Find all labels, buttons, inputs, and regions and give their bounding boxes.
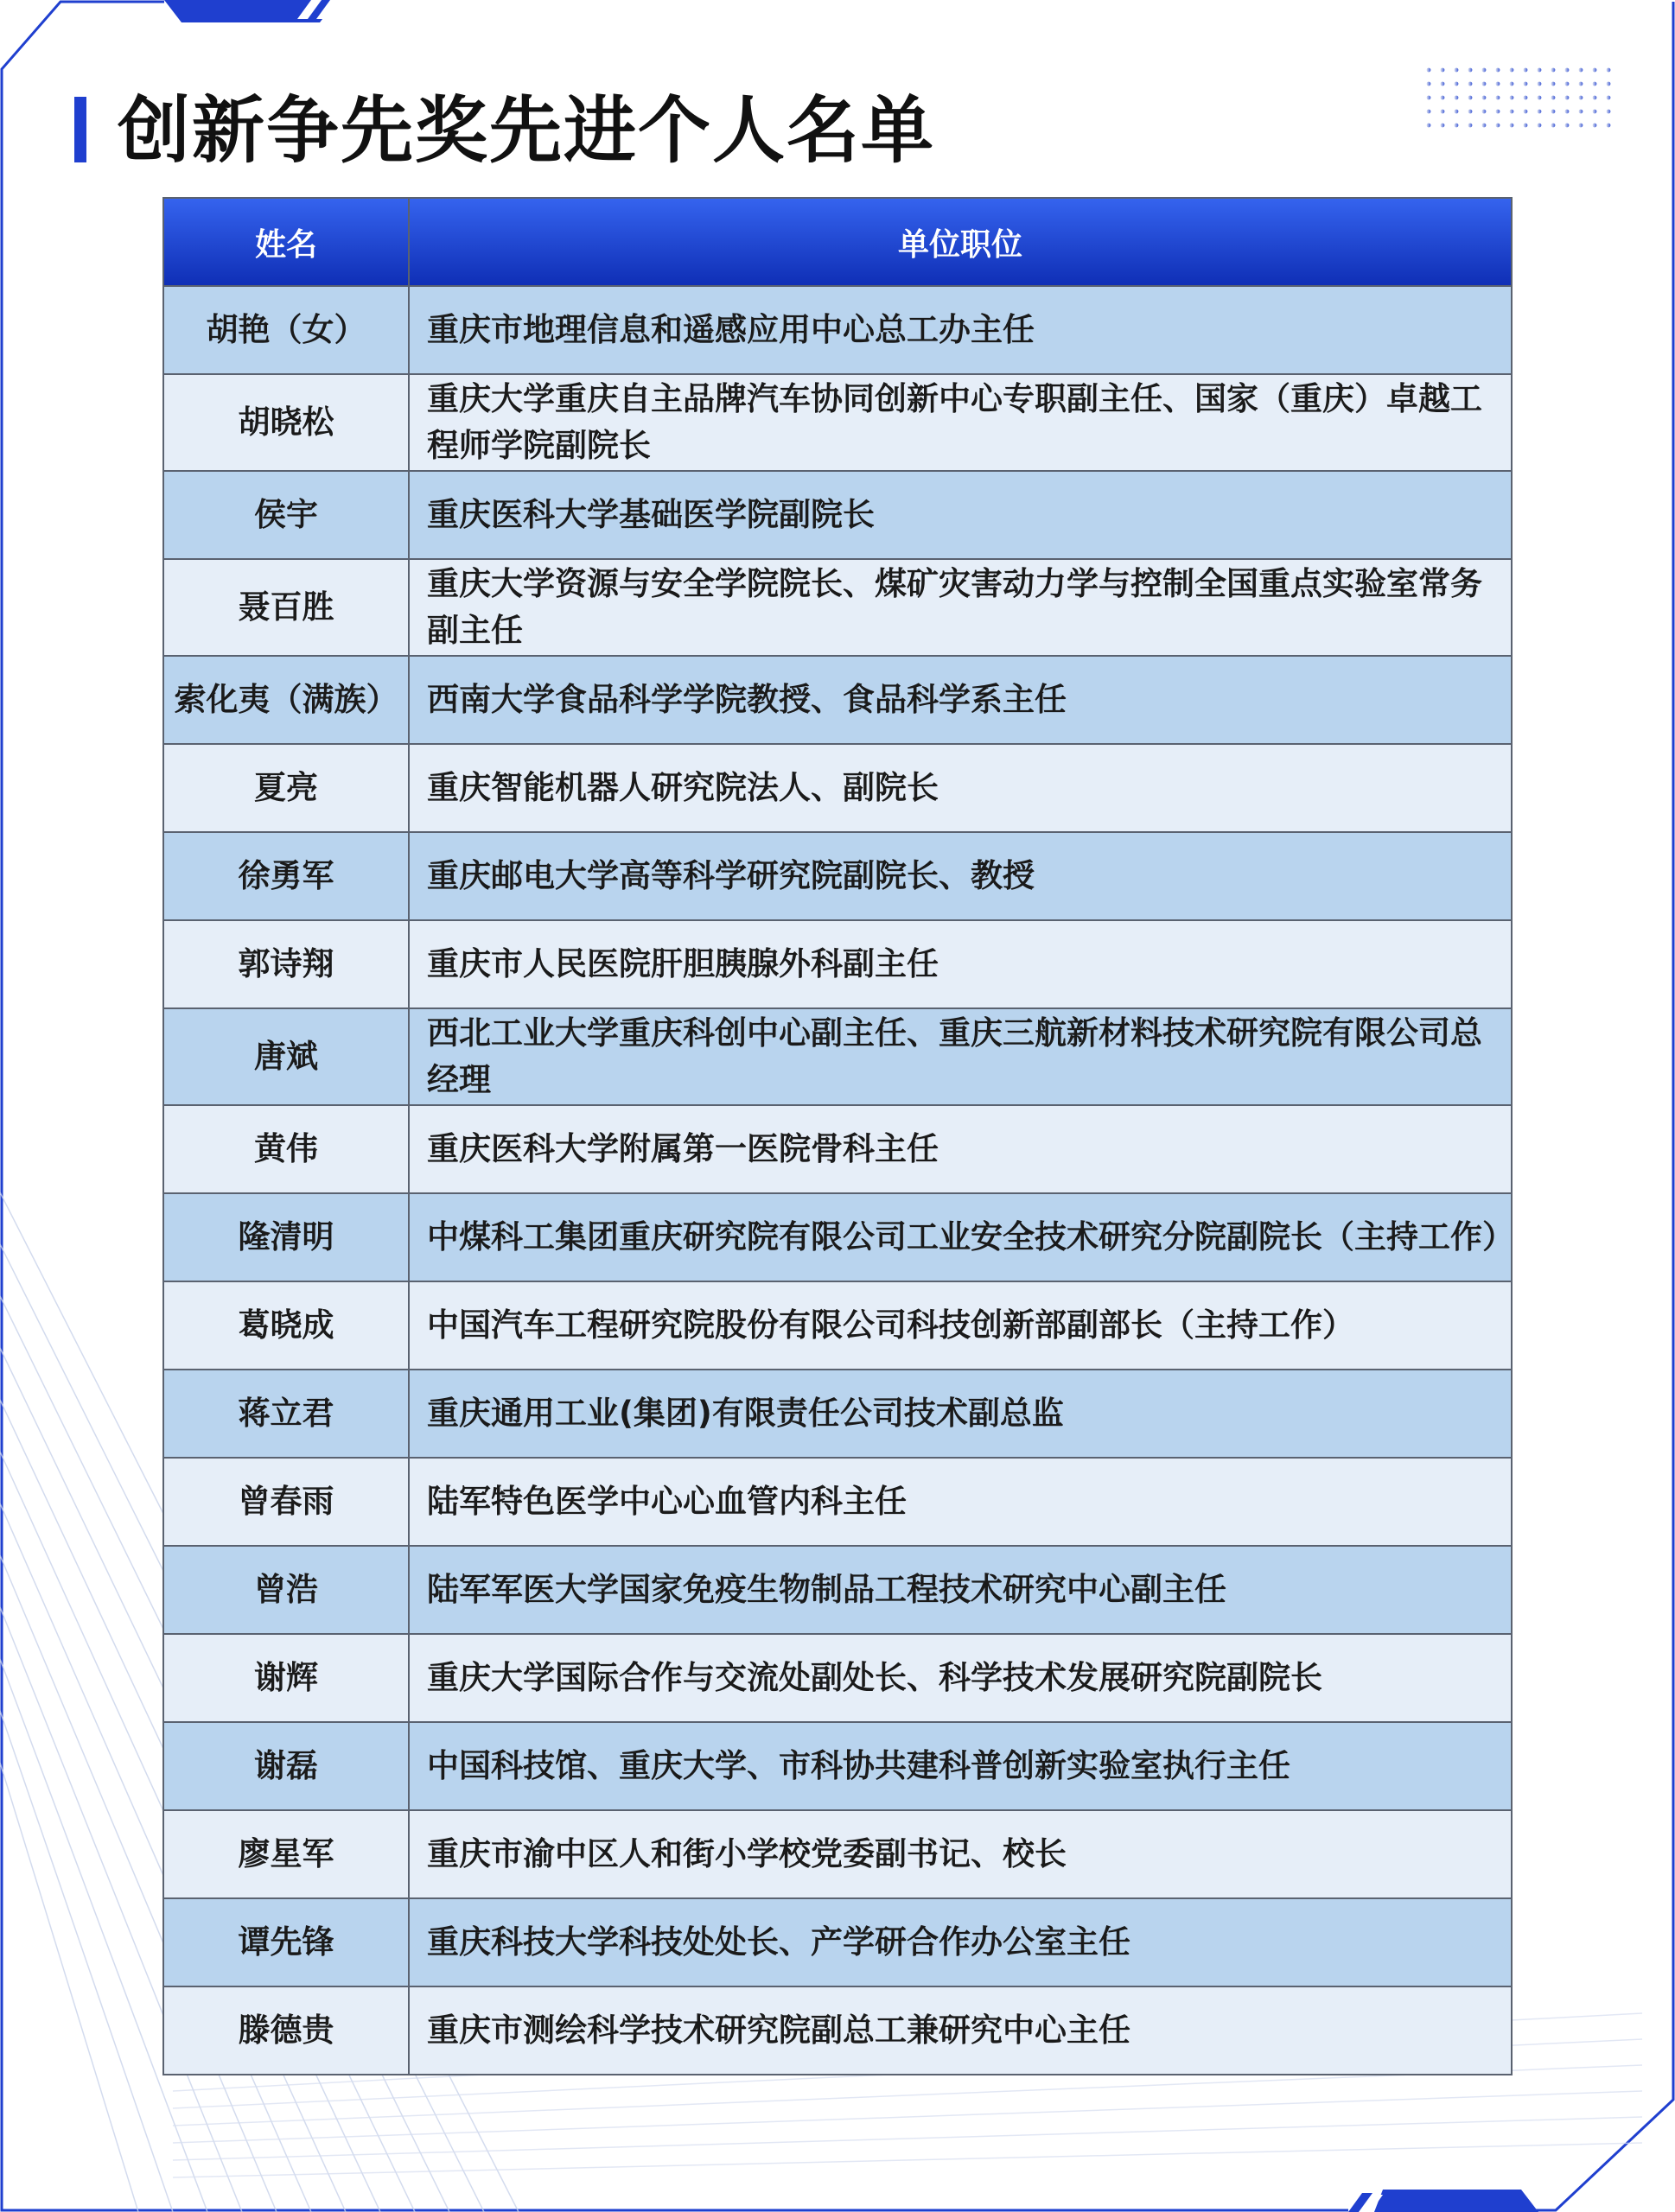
position-cell: 重庆医科大学附属第一医院骨科主任	[409, 1105, 1512, 1193]
name-cell: 徐勇军	[163, 832, 409, 920]
header-position: 单位职位	[409, 198, 1512, 286]
name-cell: 曾春雨	[163, 1458, 409, 1546]
table-row	[163, 1634, 1512, 1722]
position-cell: 西南大学食品科学学院教授、食品科学系主任	[409, 656, 1512, 744]
table-row	[163, 1281, 1512, 1370]
table-row	[163, 559, 1512, 656]
table-row	[163, 1546, 1512, 1634]
name-cell: 胡晓松	[163, 374, 409, 471]
table-row	[163, 1986, 1512, 2075]
name-cell: 侯宇	[163, 471, 409, 559]
name-cell: 葛晓成	[163, 1281, 409, 1370]
name-cell: 谢辉	[163, 1634, 409, 1722]
name-cell: 聂百胜	[163, 559, 409, 656]
name-cell: 曾浩	[163, 1546, 409, 1634]
table-header-row	[163, 198, 1512, 286]
name-cell: 蒋立君	[163, 1370, 409, 1458]
name-cell: 谭先锋	[163, 1898, 409, 1986]
position-cell: 重庆市地理信息和遥感应用中心总工办主任	[409, 286, 1512, 374]
position-cell: 重庆市测绘科学技术研究院副总工兼研究中心主任	[409, 1986, 1512, 2075]
awardee-table	[162, 197, 1513, 2075]
position-cell: 中煤科工集团重庆研究院有限公司工业安全技术研究分院副院长（主持工作）	[409, 1193, 1512, 1281]
table-row	[163, 1193, 1512, 1281]
position-cell: 重庆智能机器人研究院法人、副院长	[409, 744, 1512, 832]
position-cell: 陆军特色医学中心心血管内科主任	[409, 1458, 1512, 1546]
name-cell: 谢磊	[163, 1722, 409, 1810]
name-cell: 唐斌	[163, 1008, 409, 1105]
table-row	[163, 286, 1512, 374]
name-cell: 隆清明	[163, 1193, 409, 1281]
table-row	[163, 471, 1512, 559]
name-cell: 夏亮	[163, 744, 409, 832]
name-cell: 滕德贵	[163, 1986, 409, 2075]
dot-grid-decoration	[1426, 67, 1616, 137]
position-cell: 重庆医科大学基础医学院副院长	[409, 471, 1512, 559]
table-row	[163, 920, 1512, 1008]
table-row	[163, 1722, 1512, 1810]
name-cell: 索化夷（满族）	[163, 656, 409, 744]
position-cell: 重庆科技大学科技处处长、产学研合作办公室主任	[409, 1898, 1512, 1986]
page-title: 创新争先奖先进个人名单	[118, 87, 936, 173]
position-cell: 西北工业大学重庆科创中心副主任、重庆三航新材料技术研究院有限公司总经理	[409, 1008, 1512, 1105]
position-cell: 重庆大学重庆自主品牌汽车协同创新中心专职副主任、国家（重庆）卓越工程师学院副院长	[409, 374, 1512, 471]
position-cell: 重庆市渝中区人和街小学校党委副书记、校长	[409, 1810, 1512, 1898]
name-cell: 廖星军	[163, 1810, 409, 1898]
position-cell: 中国科技馆、重庆大学、市科协共建科普创新实验室执行主任	[409, 1722, 1512, 1810]
position-cell: 重庆通用工业(集团)有限责任公司技术副总监	[409, 1370, 1512, 1458]
position-cell: 重庆大学资源与安全学院院长、煤矿灾害动力学与控制全国重点实验室常务副主任	[409, 559, 1512, 656]
table-row	[163, 1008, 1512, 1105]
table-row	[163, 1370, 1512, 1458]
table-row	[163, 1105, 1512, 1193]
position-cell: 重庆大学国际合作与交流处副处长、科学技术发展研究院副院长	[409, 1634, 1512, 1722]
table-row	[163, 1810, 1512, 1898]
position-cell: 中国汽车工程研究院股份有限公司科技创新部副部长（主持工作）	[409, 1281, 1512, 1370]
title-accent-bar	[74, 97, 86, 162]
table-row	[163, 1898, 1512, 1986]
name-cell: 郭诗翔	[163, 920, 409, 1008]
name-cell: 黄伟	[163, 1105, 409, 1193]
table-row	[163, 1458, 1512, 1546]
name-cell: 胡艳（女）	[163, 286, 409, 374]
table-row	[163, 374, 1512, 471]
position-cell: 陆军军医大学国家免疫生物制品工程技术研究中心副主任	[409, 1546, 1512, 1634]
position-cell: 重庆邮电大学高等科学研究院副院长、教授	[409, 832, 1512, 920]
table-row	[163, 656, 1512, 744]
table-row	[163, 832, 1512, 920]
position-cell: 重庆市人民医院肝胆胰腺外科副主任	[409, 920, 1512, 1008]
table-row	[163, 744, 1512, 832]
header-name: 姓名	[163, 198, 409, 286]
